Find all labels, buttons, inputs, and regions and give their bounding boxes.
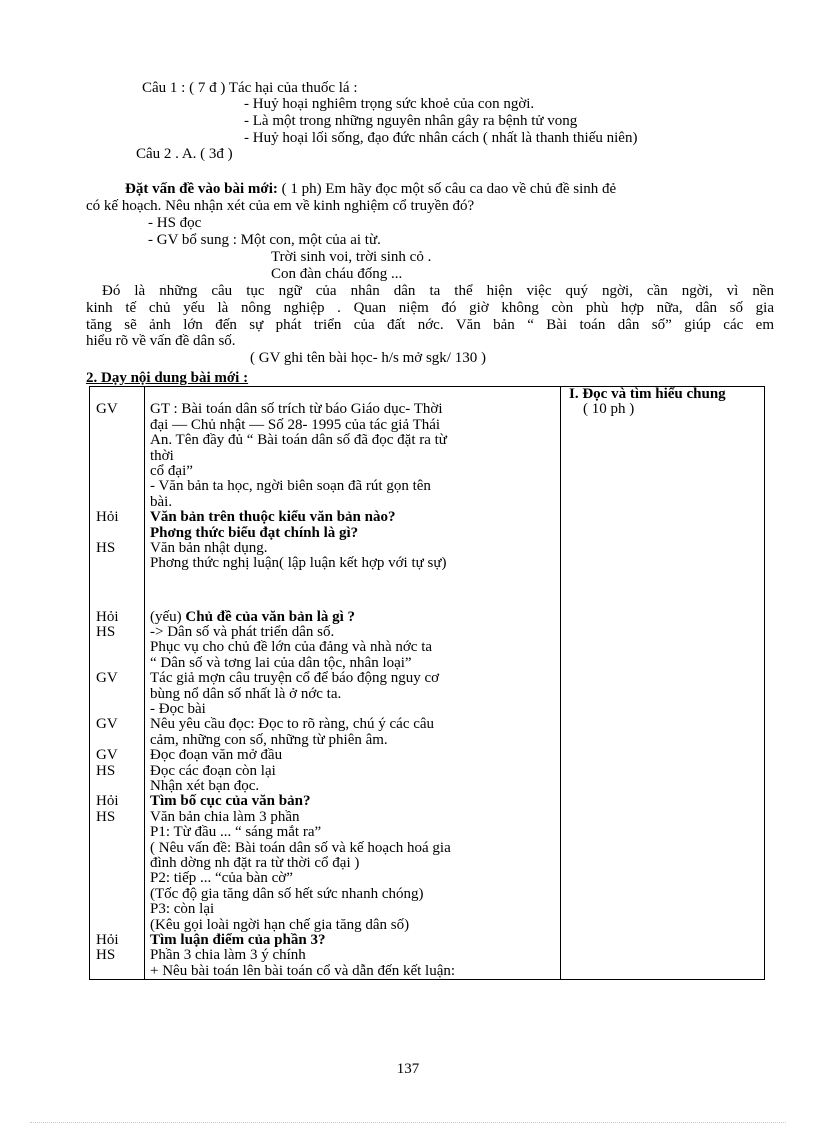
content-line: (Kêu gọi loài ngời hạn chế gia tăng dân số) bbox=[150, 916, 410, 933]
content-line: (Tốc độ gia tăng dân số hết sức nhanh chóng) bbox=[150, 885, 424, 902]
lead-in-line-2: có kế hoạch. Nêu nhận xét của em về kinh nghiệm cổ truyền đó? bbox=[86, 198, 475, 214]
content-line: Tìm luận điểm của phần 3? bbox=[150, 931, 326, 948]
paragraph-line: hiểu rõ về vấn đề dân số. bbox=[86, 333, 236, 349]
content-line: + Nêu bài toán lên bài toán cổ và dẫn đến kết luận: bbox=[150, 962, 456, 979]
lead-in-text: ( 1 ph) Em hãy đọc một số câu ca dao về chủ đề sinh đẻ bbox=[277, 181, 617, 197]
speaker-label bbox=[96, 871, 144, 886]
hs-action: - HS đọc bbox=[148, 215, 202, 231]
speaker-label bbox=[96, 526, 144, 541]
paragraph-line: kinh tế chủ yếu là nông nghiệp . Quan niệm đó giờ không còn phù hợp nữa, dân số gia bbox=[86, 300, 774, 316]
content-line: P1: Từ đầu ... “ sáng mắt ra” bbox=[150, 824, 322, 841]
content-line: Phơng thức nghị luận( lập luận kết hợp với tự sự) bbox=[150, 555, 447, 572]
speaker-label: GV bbox=[96, 747, 118, 764]
content-line: bùng nổ dân số nhất là ở nớc ta. bbox=[150, 685, 342, 702]
speaker-label: HS bbox=[96, 947, 116, 964]
content-line: Tác giả mợn câu truyện cổ để báo động nguy cơ bbox=[150, 670, 440, 687]
content-prefix: (yếu) bbox=[150, 608, 186, 625]
content-line: An. Tên đầy đủ “ Bài toán dân số đã đọc đặt ra từ bbox=[150, 432, 447, 449]
notes-title: I. Đọc và tìm hiểu chung bbox=[569, 386, 726, 402]
content-line: “ Dân số và tơng lai của dân tộc, nhân loại” bbox=[150, 654, 412, 671]
speaker-label: HS bbox=[96, 624, 116, 641]
question-2: Câu 2 . A. ( 3đ ) bbox=[136, 146, 233, 162]
speaker-label: GV bbox=[96, 670, 118, 687]
speaker-label: Hỏi bbox=[96, 509, 119, 526]
content-line: bài. bbox=[150, 493, 173, 510]
speaker-label: Hỏi bbox=[96, 608, 119, 625]
speaker-label bbox=[96, 556, 144, 571]
content-line: Đọc đoạn văn mở đầu bbox=[150, 747, 283, 764]
content-line: -> Dân số và phát triển dân số. bbox=[150, 624, 335, 641]
content-line: GT : Bài toán dân số trích từ báo Giáo dục- Thời bbox=[150, 401, 443, 418]
paragraph-line: Đó là những câu tục ngữ của nhân dân ta thể hiện việc quý ngời, cần ngời, vì nền bbox=[102, 283, 774, 299]
speaker-label bbox=[96, 856, 144, 871]
paragraph-line: tăng sẽ ảnh lớn đến sự phát triển của đất nớc. Văn bản “ Bài toán dân số” giúp các em bbox=[86, 317, 774, 333]
content-line: cảm, những con số, những từ phiên âm. bbox=[150, 731, 388, 748]
question-1-bullet: - Là một trong những nguyên nhân gây ra bệnh tử vong bbox=[244, 113, 578, 129]
content-line: - Đọc bài bbox=[150, 701, 206, 718]
content-line: P2: tiếp ... “của bàn cờ” bbox=[150, 870, 293, 887]
content-line bbox=[150, 572, 556, 610]
speaker-label: HS bbox=[96, 808, 116, 825]
speaker-label bbox=[96, 572, 144, 610]
gv-note: ( GV ghi tên bài học- h/s mở sgk/ 130 ) bbox=[250, 350, 486, 366]
content-line: Tìm bố cục của văn bản? bbox=[150, 793, 311, 810]
speaker-label bbox=[96, 825, 144, 840]
lead-in-heading: Đặt vấn đề vào bài mới: bbox=[125, 181, 278, 197]
speaker-label: GV bbox=[96, 401, 118, 418]
content-line: đại — Chủ nhật — Số 28- 1995 của tác giả Thái bbox=[150, 416, 441, 433]
speaker-label: GV bbox=[96, 716, 118, 733]
speaker-label bbox=[96, 779, 144, 794]
lead-in-line bbox=[125, 181, 616, 197]
content-line: Nhận xét bạn đọc. bbox=[150, 777, 260, 794]
speaker-label: HS bbox=[96, 762, 116, 779]
notes-time: ( 10 ph ) bbox=[583, 401, 635, 418]
speaker-label bbox=[96, 495, 144, 510]
content-line: Phục vụ cho chủ đề lớn của đảng và nhà nớc ta bbox=[150, 639, 433, 656]
speaker-label bbox=[96, 433, 144, 448]
speaker-label bbox=[96, 449, 144, 464]
speaker-label bbox=[96, 887, 144, 902]
speaker-label: HS bbox=[96, 539, 116, 556]
lesson-table bbox=[89, 386, 765, 980]
content-line: Văn bản chia làm 3 phần bbox=[150, 808, 300, 825]
content-question: Chủ đề của văn bản là gì ? bbox=[185, 608, 356, 625]
content-line bbox=[150, 610, 556, 625]
question-1-title: Câu 1 : ( 7 đ ) Tác hại của thuốc lá : bbox=[142, 80, 358, 96]
content-line: ( Nêu vấn đề: Bài toán dân số và kế hoạch hoá gia bbox=[150, 839, 451, 856]
content-line: P3: còn lại bbox=[150, 901, 215, 918]
content-line: đình dờng nh đặt ra từ thời cổ đại ) bbox=[150, 854, 360, 871]
content-line: Phần 3 chia làm 3 ý chính bbox=[150, 947, 306, 964]
speaker-label bbox=[96, 464, 144, 479]
content-line: Văn bản trên thuộc kiểu văn bản nào? bbox=[150, 509, 396, 526]
speaker-label bbox=[96, 479, 144, 494]
content-line: Nêu yêu cầu đọc: Đọc to rõ ràng, chú ý các câu bbox=[150, 716, 435, 733]
page-number: 137 bbox=[396, 1061, 420, 1077]
content-line: Phơng thức biểu đạt chính là gì? bbox=[150, 524, 359, 541]
speaker-label bbox=[96, 687, 144, 702]
question-1-bullet: - Huỷ hoại nghiêm trọng sức khoẻ của con ngời. bbox=[244, 96, 535, 112]
content-line: thời bbox=[150, 447, 174, 464]
content-line: - Văn bản ta học, ngời biên soạn đã rút gọn tên bbox=[150, 478, 431, 495]
speaker-label bbox=[96, 964, 144, 979]
content-line: Đọc các đoạn còn lại bbox=[150, 762, 276, 779]
proverb-line: Con đàn cháu đống ... bbox=[271, 266, 403, 282]
proverb-line: Trời sinh voi, trời sinh cỏ . bbox=[271, 249, 432, 265]
notes-column bbox=[561, 387, 765, 980]
speaker-label bbox=[96, 656, 144, 671]
speaker-label: Hỏi bbox=[96, 931, 119, 948]
question-1-bullet: - Huỷ hoại lối sống, đạo đức nhân cách ( nhất là thanh thiếu niên) bbox=[244, 130, 638, 146]
speaker-label bbox=[96, 733, 144, 748]
speaker-label bbox=[96, 640, 144, 655]
speaker-label bbox=[96, 387, 144, 402]
speaker-label: Hỏi bbox=[96, 793, 119, 810]
content-line: Văn bản nhật dụng. bbox=[150, 539, 268, 556]
section-heading: 2. Dạy nội dung bài mới : bbox=[86, 370, 249, 386]
gv-supplement: - GV bổ sung : Một con, một của ai từ. bbox=[148, 232, 381, 248]
speaker-label bbox=[96, 918, 144, 933]
content-line bbox=[150, 387, 556, 402]
speaker-column bbox=[90, 387, 145, 980]
content-column bbox=[145, 387, 561, 980]
speaker-label bbox=[96, 841, 144, 856]
content-line: cổ đại” bbox=[150, 462, 193, 479]
speaker-label bbox=[96, 702, 144, 717]
speaker-label bbox=[96, 902, 144, 917]
speaker-label bbox=[96, 418, 144, 433]
